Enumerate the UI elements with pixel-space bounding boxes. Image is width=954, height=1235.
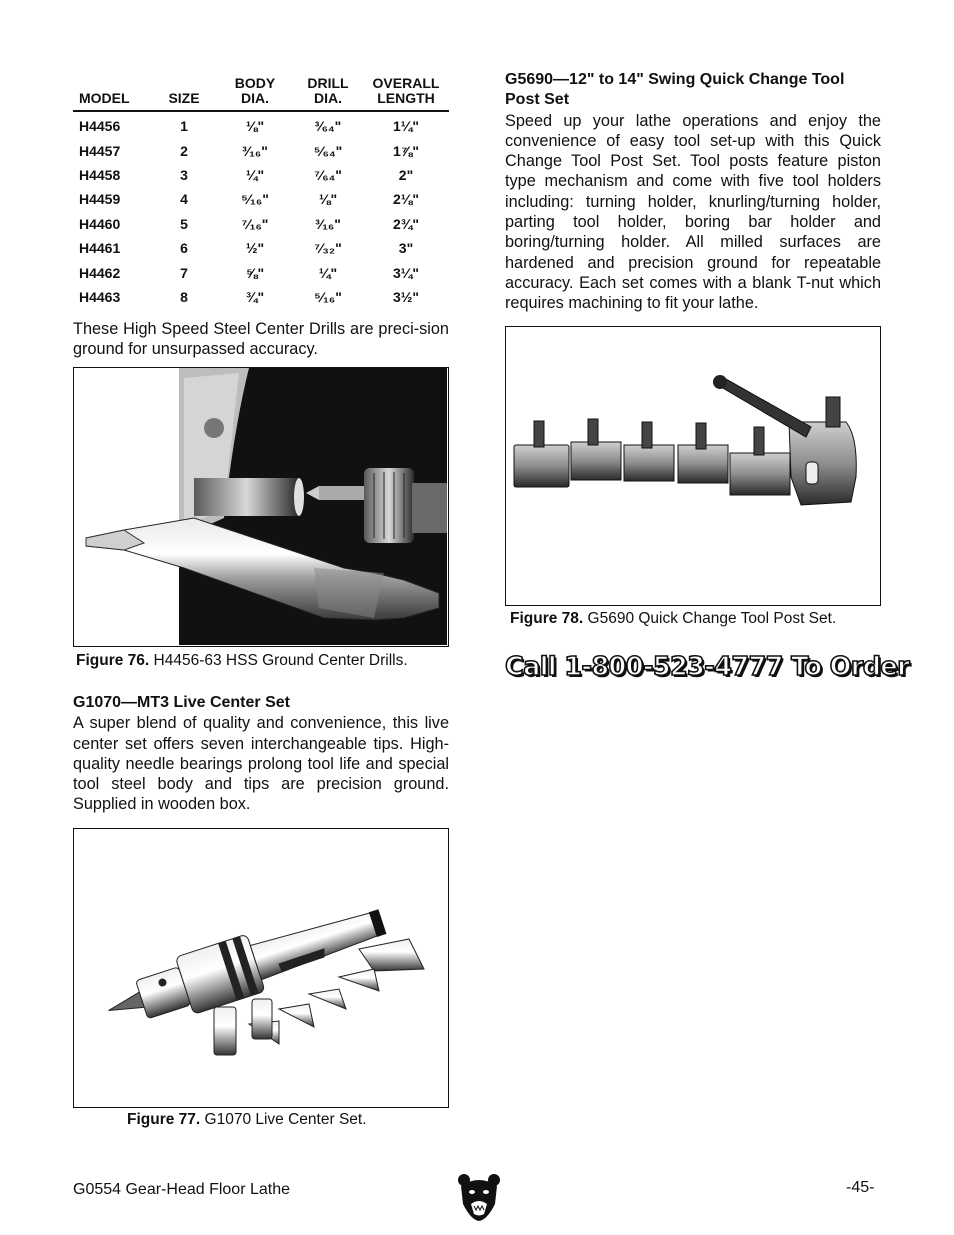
- table-row: [73, 138, 449, 162]
- table-row: [73, 260, 449, 284]
- center-drills-description: These High Speed Steel Center Drills are preci-sion ground for unsurpassed accuracy.: [73, 320, 449, 359]
- g1070-description: A super blend of quality and convenience, this live center set offers seven interchangeable tips. High-quality needle bearings prolong tool life and special tool steel body and tips are precision ground. Supplied in wooden box.: [73, 714, 449, 814]
- cell-size: 5: [180, 215, 188, 232]
- cell-drill-dia: ³⁄₁₆": [315, 215, 341, 232]
- call-to-order-banner: Call 1-800-523-4777 To Order: [505, 652, 910, 682]
- table-header-row: [73, 76, 449, 111]
- cell-size: 3: [180, 166, 188, 183]
- header-model: MODEL: [73, 76, 151, 111]
- figure-78-label: Figure 78.: [510, 610, 584, 627]
- cell-size: 6: [180, 240, 188, 257]
- table-row: [73, 212, 449, 236]
- table-row: [73, 285, 449, 309]
- header-size: SIZE: [151, 76, 217, 111]
- cell-overall-length: 2⅛": [392, 191, 420, 208]
- figure-77-live-center-photo: [73, 828, 449, 1108]
- cell-size: 4: [180, 191, 188, 208]
- cell-overall-length: 1¼": [392, 118, 420, 135]
- figure-76-center-drills-photo: [73, 367, 449, 647]
- cell-size: 2: [180, 142, 188, 159]
- figure-77-caption: [127, 1111, 367, 1129]
- cell-drill-dia: ⁷⁄₃₂": [314, 240, 342, 257]
- cell-model: H4458: [79, 166, 121, 183]
- figure-77-text: G1070 Live Center Set.: [200, 1111, 367, 1128]
- cell-body-dia: ¾": [245, 288, 265, 305]
- cell-drill-dia: ³⁄₆₄": [314, 118, 342, 135]
- cell-overall-length: 1⅞": [392, 142, 420, 159]
- center-drills-illustration: [74, 368, 447, 645]
- cell-drill-dia: ⁵⁄₆₄": [313, 142, 343, 159]
- table-row: [73, 163, 449, 187]
- right-column: [505, 70, 881, 314]
- header-drill-dia: DRILL DIA.: [293, 76, 363, 111]
- cell-model: H4459: [79, 191, 121, 208]
- g5690-title: G5690—12" to 14" Swing Quick Change Tool Post Set: [505, 71, 845, 109]
- live-center-illustration: [74, 829, 447, 1106]
- footer-manual-title: G0554 Gear-Head Floor Lathe: [73, 1181, 291, 1198]
- cell-body-dia: ⁷⁄₁₆": [241, 215, 269, 232]
- figure-77-label: Figure 77.: [127, 1111, 201, 1128]
- figure-78-caption: [510, 610, 836, 628]
- figure-76-caption: [76, 652, 408, 670]
- cell-body-dia: ⅛": [245, 118, 265, 135]
- figure-78-tool-post-photo: [505, 326, 881, 606]
- table-row: [73, 187, 449, 211]
- cell-drill-dia: ⁵⁄₁₆": [314, 288, 342, 305]
- cell-model: H4460: [79, 215, 121, 232]
- cell-overall-length: 3½": [392, 288, 420, 305]
- cell-overall-length: 2¾": [392, 215, 420, 232]
- cell-overall-length: 3¼": [392, 264, 420, 281]
- cell-drill-dia: ⅛": [318, 191, 338, 208]
- g1070-section: [73, 693, 449, 815]
- center-drill-spec-table: [73, 76, 449, 309]
- figure-78-text: G5690 Quick Change Tool Post Set.: [583, 610, 837, 627]
- g5690-description: Speed up your lathe operations and enjoy the convenience of easy tool set-up with this Quick Change Tool Post Set. Tool posts feature piston type mechanism and come with five tool holders including: turning holder, knurling/turning holder, parting tool holder, boring bar holder and boring/turning holder. All milled surfaces are hardened and precision ground for repeatable accuracy. Each set comes with a blank T-nut which requires machining to fit your lathe.: [505, 111, 881, 313]
- footer-page-number: -45-: [846, 1179, 875, 1196]
- cell-model: H4456: [79, 118, 121, 135]
- cell-model: H4457: [79, 142, 121, 159]
- cell-model: H4461: [79, 240, 121, 257]
- header-body-dia: BODY DIA.: [217, 76, 293, 111]
- cell-model: H4463: [79, 288, 121, 305]
- cell-size: 1: [180, 118, 188, 135]
- cell-size: 7: [180, 264, 188, 281]
- left-column: [73, 76, 449, 360]
- table-row: [73, 111, 449, 138]
- table-row: [73, 236, 449, 260]
- cell-overall-length: 3": [398, 240, 414, 257]
- cell-model: H4462: [79, 264, 121, 281]
- cell-body-dia: ½": [245, 240, 265, 257]
- g1070-title: G1070—MT3 Live Center Set: [73, 694, 290, 711]
- figure-76-text: H4456-63 HSS Ground Center Drills.: [149, 652, 408, 669]
- figure-76-label: Figure 76.: [76, 652, 150, 669]
- cell-size: 8: [180, 288, 188, 305]
- cell-overall-length: 2": [398, 166, 414, 183]
- cell-body-dia: ⁵⁄₁₆": [241, 191, 269, 208]
- cell-body-dia: ³⁄₁₆": [242, 142, 268, 159]
- grizzly-bear-logo-icon: [457, 1172, 501, 1222]
- cell-body-dia: ⅝": [245, 264, 265, 281]
- header-overall-length: OVERALL LENGTH: [363, 76, 449, 111]
- cell-body-dia: ¼": [245, 166, 265, 183]
- cell-drill-dia: ¼": [318, 264, 338, 281]
- cell-drill-dia: ⁷⁄₆₄": [314, 166, 342, 183]
- tool-post-illustration: [506, 327, 879, 604]
